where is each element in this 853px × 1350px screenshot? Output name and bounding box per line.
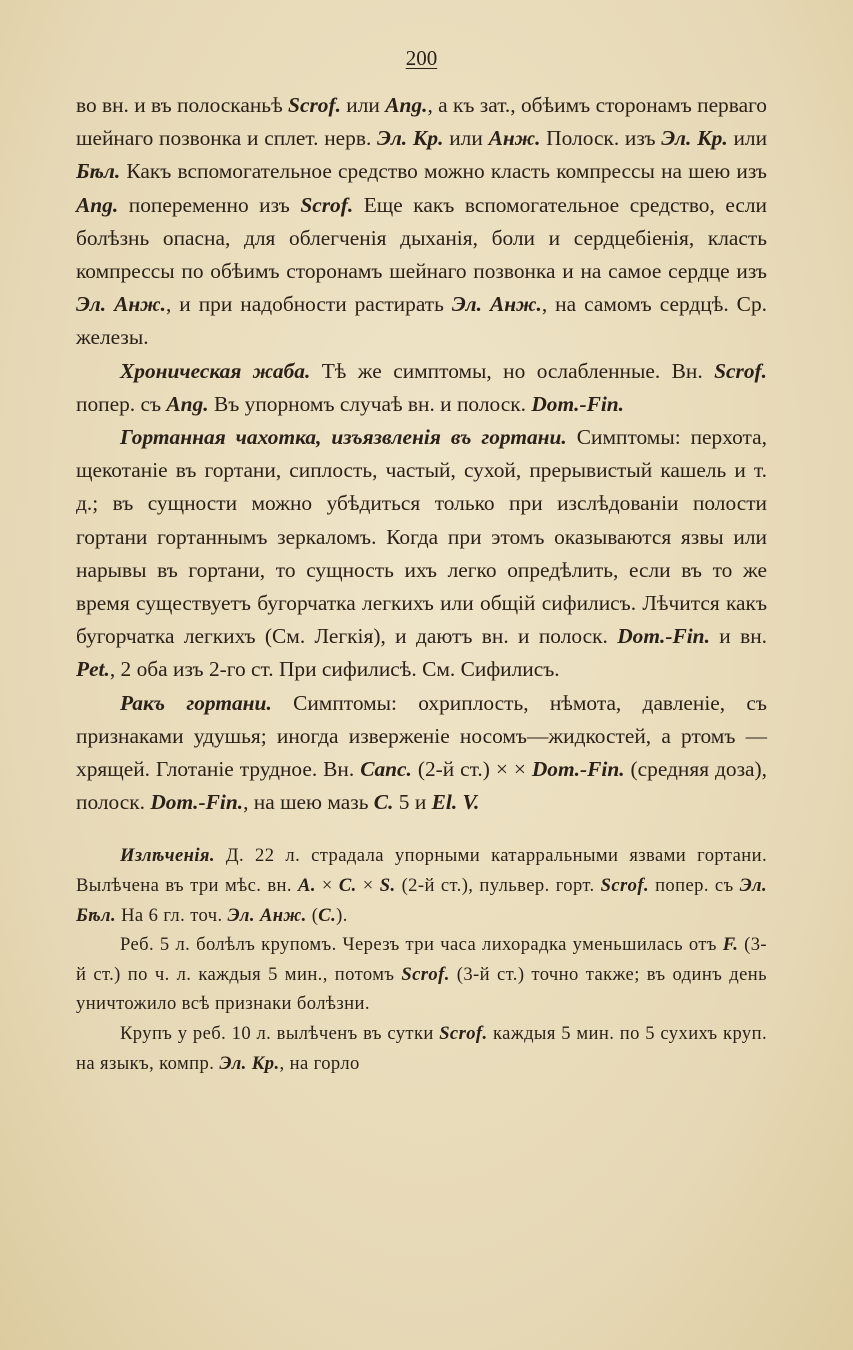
- text-run: Симптомы: охриплость, нѣмота, давленіе, съ признаками удушья; иногда изверженіе носомъ—жидкостей, а ртомъ — хрящей. Глотаніе трудное. Вн.: [76, 690, 767, 782]
- remedy-abbreviation: Ang.: [385, 93, 428, 117]
- text-run: во вн. и въ полосканьѣ: [76, 93, 289, 117]
- paragraph-laryngeal-phthisis: [76, 421, 767, 687]
- text-run: Какъ вспомогательное средство можно класть компрессы на шею изъ: [120, 159, 767, 184]
- text-run: , 2 оба изъ 2-го ст. При сифилисѣ. См. Сифилисъ.: [109, 657, 560, 682]
- remedy-abbreviation: Ang.: [166, 391, 209, 416]
- remedy-abbreviation: Scrof.: [288, 93, 341, 117]
- main-text: [76, 89, 767, 819]
- remedy-abbreviation: Эл. Кр.: [661, 126, 728, 151]
- section-gap: [76, 819, 767, 841]
- text-run: Въ упорномъ случаѣ вн. и полоск.: [208, 391, 532, 416]
- text-run: Симптомы: перхота, щекотаніе въ гортани, сиплость, частый, сухой, прерывистый кашель и т. д.; въ сущности можно убѣдиться только при изслѣдованіи полости гортани гортаннымъ зеркаломъ. Когда при этомъ оказываются язвы или нарывы въ гортани, то сущность ихъ легко опредѣлить, если въ то же время существуетъ бугорчатка легкихъ или общій сифилисъ. Лѣчится какъ бугорчатка легкихъ (См. Легкія), и даютъ вн. и полоск.: [76, 425, 767, 649]
- text-run: Полоск. изъ: [540, 126, 662, 151]
- text-run: (2-й ст.), пульвер. горт.: [395, 875, 601, 897]
- remedy-abbreviation: Scrof.: [300, 192, 354, 217]
- remedy-abbreviation: C.: [338, 875, 357, 897]
- remedy-abbreviation: Эл. Кр.: [219, 1052, 280, 1074]
- remedy-abbreviation: Dom.-Fin.: [617, 624, 710, 649]
- text-run: (: [306, 904, 319, 926]
- case-paragraph-3: [76, 1019, 767, 1078]
- text-run: , на шею мазь: [243, 790, 374, 815]
- text-run: ).: [336, 904, 348, 926]
- text-run: Д. 22 л. страдала упорными катарральными язвами гортани. Вылѣчена въ три мѣс. вн.: [76, 845, 767, 897]
- remedy-abbreviation: Эл. Анж.: [451, 292, 542, 317]
- section-heading: Ракъ гортани.: [120, 690, 272, 715]
- section-heading: Излѣченія.: [120, 845, 215, 867]
- text-run: На 6 гл. точ.: [116, 904, 228, 926]
- remedy-abbreviation: Анж.: [488, 126, 541, 151]
- remedy-abbreviation: Pet.: [76, 657, 110, 682]
- remedy-abbreviation: C.: [373, 790, 394, 815]
- text-run: , на самомъ сердцѣ. Ср. железы.: [76, 292, 767, 350]
- text-run: , и при надобности растирать: [165, 292, 452, 317]
- remedy-abbreviation: S.: [379, 875, 396, 897]
- remedy-abbreviation: Scrof.: [600, 875, 650, 897]
- text-run: или: [727, 126, 768, 151]
- text-run: , а къ зат., обѣимъ сторонамъ перваго шейнаго позвонка и сплет. нерв.: [76, 93, 768, 151]
- remedy-abbreviation: Scrof.: [401, 963, 450, 985]
- text-run: или: [443, 126, 489, 151]
- page-number: 200: [405, 46, 438, 70]
- text-run: попер. съ: [649, 875, 740, 897]
- remedy-abbreviation: Canc.: [360, 757, 412, 782]
- remedy-abbreviation: Эл. Бѣл.: [76, 875, 768, 926]
- remedy-abbreviation: Scrof.: [714, 358, 767, 383]
- remedy-abbreviation: A.: [298, 875, 316, 897]
- text-run: ×: [356, 875, 380, 897]
- text-run: Реб. 5 л. болѣлъ крупомъ. Черезъ три часа лихорадка уменьшилась отъ: [120, 934, 723, 956]
- text-run: и вн.: [709, 624, 767, 649]
- remedy-abbreviation: F.: [722, 934, 739, 956]
- paragraph-laryngeal-cancer: [76, 687, 767, 820]
- text-run: (3-й ст.) точно также; въ одинъ день уничтожило всѣ признаки болѣзни.: [76, 963, 767, 1015]
- text-run: 5 и: [393, 790, 432, 815]
- remedy-abbreviation: Ang.: [76, 192, 119, 217]
- text-run: каждыя 5 мин. по 5 сухихъ круп. на языкъ, компр.: [76, 1023, 767, 1074]
- paragraph-chronic-angina: [76, 355, 767, 421]
- case-paragraph-2: [76, 930, 767, 1019]
- remedy-abbreviation: Scrof.: [439, 1023, 488, 1045]
- remedy-abbreviation: Dom.-Fin.: [150, 790, 244, 815]
- remedy-abbreviation: Бѣл.: [76, 159, 121, 184]
- text-run: Крупъ у реб. 10 л. вылѣченъ въ сутки: [120, 1023, 440, 1045]
- remedy-abbreviation: Эл. Анж.: [227, 904, 307, 926]
- text-run: (3-й ст.) по ч. л. каждыя 5 мин., потомъ: [76, 934, 768, 985]
- text-run: или: [340, 93, 386, 117]
- section-heading: Гортанная чахотка, изъязвленія въ гортани.: [120, 425, 567, 450]
- remedy-abbreviation: El. V.: [431, 790, 480, 815]
- remedy-abbreviation: C.: [318, 904, 337, 926]
- text-run: (2-й ст.) × ×: [411, 757, 532, 782]
- text-run: ×: [315, 875, 339, 897]
- text-run: Тѣ же симптомы, но ослабленные. Вн.: [310, 358, 715, 383]
- remedy-abbreviation: Dom.-Fin.: [531, 757, 625, 782]
- text-run: Еще какъ вспомогательное средство, если болѣзнь опасна, для облегченія дыханія, боли и сердцебіенія, класть компрессы по обѣимъ сторонамъ шейнаго позвонка и на самое сердце изъ: [76, 192, 768, 284]
- text-run: попер. съ: [76, 391, 167, 416]
- remedy-abbreviation: Эл. Кр.: [377, 126, 444, 151]
- section-heading: Хроническая жаба.: [120, 358, 311, 383]
- text-run: , на горло: [279, 1052, 360, 1074]
- text-run: (средняя доза), полоск.: [76, 757, 767, 815]
- case-paragraph-1: [76, 841, 767, 930]
- text-run: попеременно изъ: [118, 192, 301, 217]
- remedy-abbreviation: Эл. Анж.: [76, 292, 166, 317]
- cures-section: [76, 841, 767, 1078]
- remedy-abbreviation: Dom.-Fin.: [531, 391, 625, 416]
- paragraph-angina-treatment: [76, 89, 767, 355]
